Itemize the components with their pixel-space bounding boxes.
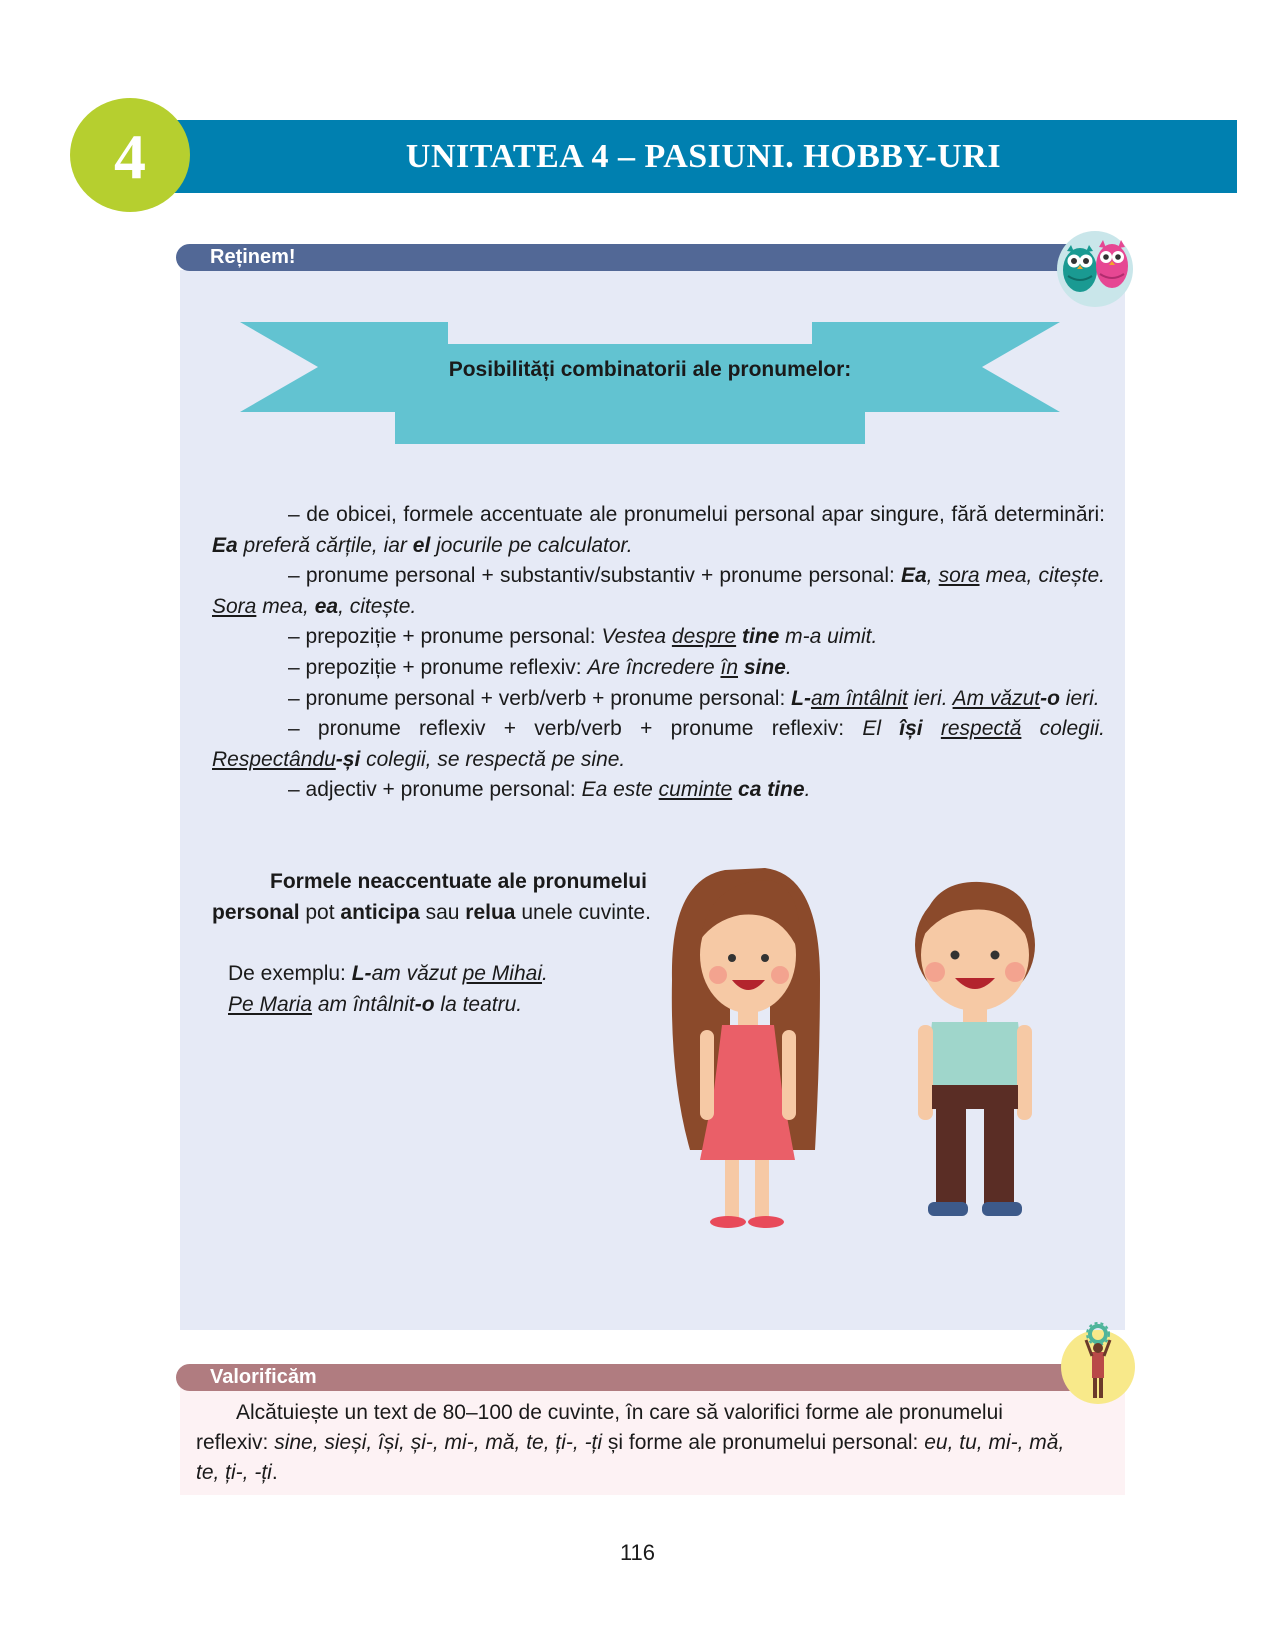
rule-2: – pronume personal + substantiv/substantiv + pronume personal: Ea, sora mea, citește. Sora mea, ea, citește. — [212, 564, 1106, 618]
example-line-1: De exemplu: L-am văzut pe Mihai. — [228, 962, 548, 985]
kids-illustration — [670, 860, 1100, 1290]
girl-figure — [672, 868, 820, 1228]
rule-6: – pronume reflexiv + verb/verb + pronume reflexiv: El își respectă colegii. Respectându-și colegii, se respectă pe sine. — [212, 717, 1105, 771]
rule-5: – pronume personal + verb/verb + pronume personal: L-am întâlnit ieri. Am văzut-o ieri. — [288, 686, 1100, 710]
retinem-section-bar — [176, 244, 1076, 271]
rule-3: – prepoziție + pronume personal: Vestea despre tine m-a uimit. — [288, 625, 878, 649]
owls-icon — [1050, 224, 1140, 310]
unit-title: UNITATEA 4 – PASIUNI. HOBBY-URI — [405, 138, 1002, 175]
rule-7: – adjectiv + pronume personal: Ea este cuminte ca tine. — [288, 778, 811, 802]
unstressed-forms-note: Formele neaccentuate ale pronumelui personal pot anticipa sau relua unele cuvinte. — [212, 870, 651, 924]
retinem-title: Reținem! — [210, 246, 296, 268]
rules-list — [212, 500, 1105, 806]
pink-owl — [1096, 240, 1128, 288]
example-line-2: Pe Maria am întâlnit-o la teatru. — [228, 993, 523, 1016]
valorificam-title: Valorificăm — [210, 1366, 317, 1388]
person-gear-icon — [1058, 1322, 1138, 1407]
page-number: 116 — [619, 1540, 656, 1565]
example-block — [228, 958, 548, 1020]
unit-number: 4 — [114, 121, 146, 192]
rule-4: – prepoziție + pronume reflexiv: Are încredere în sine. — [288, 655, 792, 679]
valorificam-task: Alcătuiește un text de 80–100 de cuvinte, în care să valorifici forme ale pronumelui reflexiv: sine, sieși, își, și-, mi-, mă, te, ți-, -ți și forme ale pronumelui personal: eu, tu, mi-, mă, te, ți-, -ți. — [196, 1401, 1065, 1484]
boy-figure — [915, 882, 1035, 1216]
title-ribbon — [240, 322, 1060, 444]
ribbon-heading: Posibilități combinatorii ale pronumelor: — [448, 358, 852, 381]
rule-1: – de obicei, formele accentuate ale pronumelui personal apar singure, fără determinări: Ea preferă cărțile, iar el jocurile pe calculator. — [212, 503, 1105, 557]
